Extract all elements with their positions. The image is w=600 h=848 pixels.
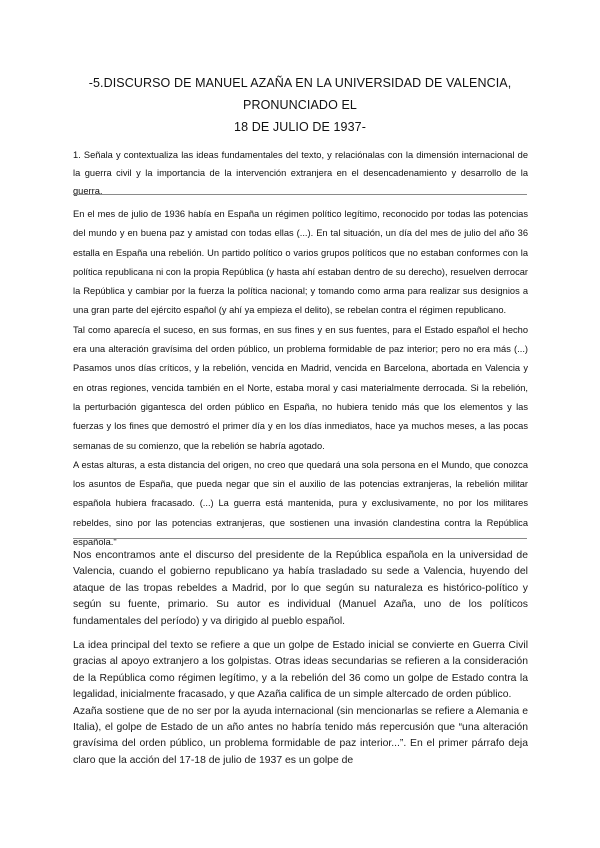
- question-text: 1. Señala y contextualiza las ideas fundamentales del texto, y relaciónalas con la dimensión internacional de la guerra civil y la importancia de la intervención extranjera en el desencadenamiento y desarrollo de la guerra.: [73, 150, 528, 196]
- quote-paragraph: A estas alturas, a esta distancia del origen, no creo que quedará una sola persona en el Mundo, que conozca los asuntos de España, que pueda negar que sin el auxilio de las potencias extranjeras, la rebelión militar española hubiera fracasado. (...) La guerra está mantenida, pura y exclusivamente, no por los militares rebeldes, sino por las potencias extranjeras, que sostienen una invasión clandestina contra la República española.": [73, 459, 528, 548]
- title-line-2: 18 DE JULIO DE 1937-: [234, 120, 366, 134]
- title-line-1: -5.DISCURSO DE MANUEL AZAÑA EN LA UNIVERSIDAD DE VALENCIA, PRONUNCIADO EL: [88, 76, 512, 112]
- answer-paragraph: Azaña sostiene que de no ser por la ayuda internacional (sin mencionarlas se refiere a Alemania e Italia), el golpe de Estado de un año antes no habría tenido más repercusión que “una alteración gravísima del orden público, un problema formidable de paz interior...”. En el primer párrafo deja claro que la acción del 17-18 de julio de 1937 es un golpe de: [73, 705, 528, 766]
- answer-text: [73, 548, 528, 769]
- quote-paragraph: En el mes de julio de 1936 había en España un régimen político legítimo, reconocido por todas las potencias del mundo y en buena paz y amistad con todas ellas (...). En tal situación, un día del mes de julio del año 36 estalla en España una rebelión. Un partido político o varios grupos políticos que no estaban conformes con la política republicana ni con la propia República (y hasta ahí estaban dentro de su derecho), resuelven derrocar la República y cambiar por la fuerza la política nacional; y tomando como arma para realizar sus designios a una gran parte del ejército español (y ahí ya empieza el delito), se rebelan contra el régimen republicano.: [73, 209, 528, 316]
- document-title: [60, 72, 540, 138]
- quoted-speech: [73, 205, 528, 552]
- divider-bottom: [73, 538, 527, 539]
- answer-paragraph: La idea principal del texto se refiere a que un golpe de Estado inicial se convierte en Guerra Civil gracias al apoyo extranjero a los golpistas. Otras ideas secundarias se refieren a la consideración de la República como régimen legítimo, y a la rebelión del 36 como un golpe de Estado contra la legalidad, inicialmente fracasado, y que Azaña califica de un simple altercado de orden público.: [73, 640, 528, 701]
- divider-top: [73, 194, 527, 195]
- quote-paragraph: Tal como aparecía el suceso, en sus formas, en sus fines y en sus fuentes, para el Estado español el hecho era una alteración gravísima del orden público, un problema formidable de paz interior; pero no era más (...) Pasamos unos días críticos, y la rebelión, vencida en Madrid, vencida en Barcelona, abortada en Valencia y en otras regiones, vencida también en el Norte, estaba moral y casi materialmente derrocada. Si la rebelión, la perturbación gigantesca del orden público en España, no hubiera tenido más que los elementos y las fuerzas y los fines que demostró el primer día y en los días inmediatos, hace ya muchos meses, a las pocas semanas de su comienzo, que la rebelión se habría agotado.: [73, 324, 528, 451]
- answer-paragraph: Nos encontramos ante el discurso del presidente de la República española en la universidad de Valencia, cuando el gobierno republicano ya había trasladado su sede a Valencia, huyendo del ataque de las tropas rebeldes a Madrid, por lo que según su naturaleza es histórico-político y según su fuente, primario. Su autor es individual (Manuel Azaña, uno de los políticos fundamentales del período) y va dirigido al pueblo español.: [73, 550, 528, 627]
